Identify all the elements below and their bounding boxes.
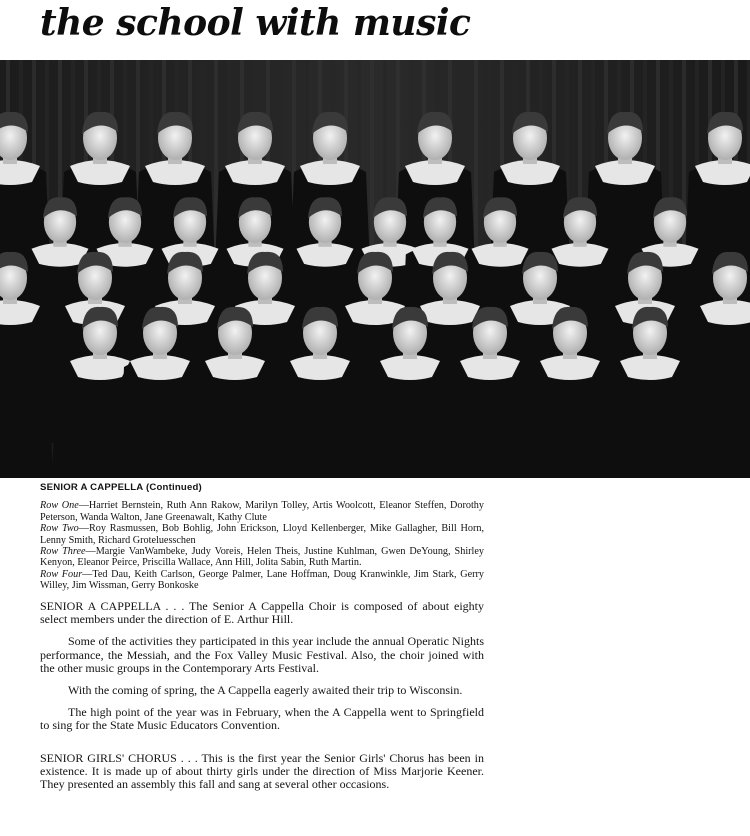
paragraph-spring-trip: With the coming of spring, the A Cappella eagerly awaited their trip to Wisconsin. [68, 683, 463, 698]
row-names: —Ted Dau, Keith Carlson, George Palmer, Lane Hoffman, Doug Kranwinkle, Jim Stark, Gerry Willey, Jim Wissman, Gerry Bonkoske [40, 568, 484, 592]
caption-row-one [40, 500, 484, 523]
row-label: Row Two [40, 523, 79, 535]
caption-row-two [40, 523, 484, 546]
row-names: —Roy Rasmussen, Bob Bohlig, John Erickson, Lloyd Kellenberger, Mike Gallagher, Bill Horn, Lenny Smith, Richard Groteluesschen [40, 523, 484, 546]
row-label: Row Four [40, 568, 83, 580]
article-body [40, 600, 484, 800]
paragraph-girls-chorus: SENIOR GIRLS' CHORUS . . . This is the first year the Senior Girls' Chorus has been in existence. It is made up of about thirty girls under the direction of Miss Marjorie Keener. They presented an assembly this fall and sang at several other occasions. [40, 750, 484, 792]
caption-row-four [40, 569, 484, 592]
paragraph-activities: Some of the activities they participated in this year include the annual Operatic Nights performance, the Messiah, and the Fox Valley Music Festival. Also, the choir joined with the other music groups in the Contemporary Arts Festival. [40, 634, 484, 675]
photo-caption [40, 482, 484, 592]
paragraph-high-point: The high point of the year was in February, when the A Cappella went to Springfield to sing for the State Music Educators Convention. [40, 705, 484, 733]
paragraph-a-cappella-intro: SENIOR A CAPPELLA . . . The Senior A Cappella Choir is composed of about eighty select members under the direction of E. Arthur Hill. [40, 599, 484, 627]
choir-photo-illustration [0, 60, 750, 478]
caption-title: SENIOR A CAPPELLA (Continued) [40, 482, 202, 493]
row-label: Row One [40, 500, 79, 512]
caption-row-three [40, 546, 484, 569]
row-names: —Harriet Bernstein, Ruth Ann Rakow, Marilyn Tolley, Artis Woolcott, Eleanor Steffen, Dorothy Peterson, Wanda Walton, Jane Greenawalt, Kathy Clute [40, 500, 484, 523]
row-label: Row Three [40, 546, 86, 558]
row-names: —Margie VanWambeke, Judy Voreis, Helen Theis, Justine Kuhlman, Gwen DeYoung, Shirley Kenyon, Eleanor Peirce, Priscilla Wallace, Ann Hill, Jolita Sabin, Ruth Martin. [40, 546, 484, 569]
page-title: the school with music [40, 2, 471, 44]
choir-group-photo [0, 60, 750, 478]
